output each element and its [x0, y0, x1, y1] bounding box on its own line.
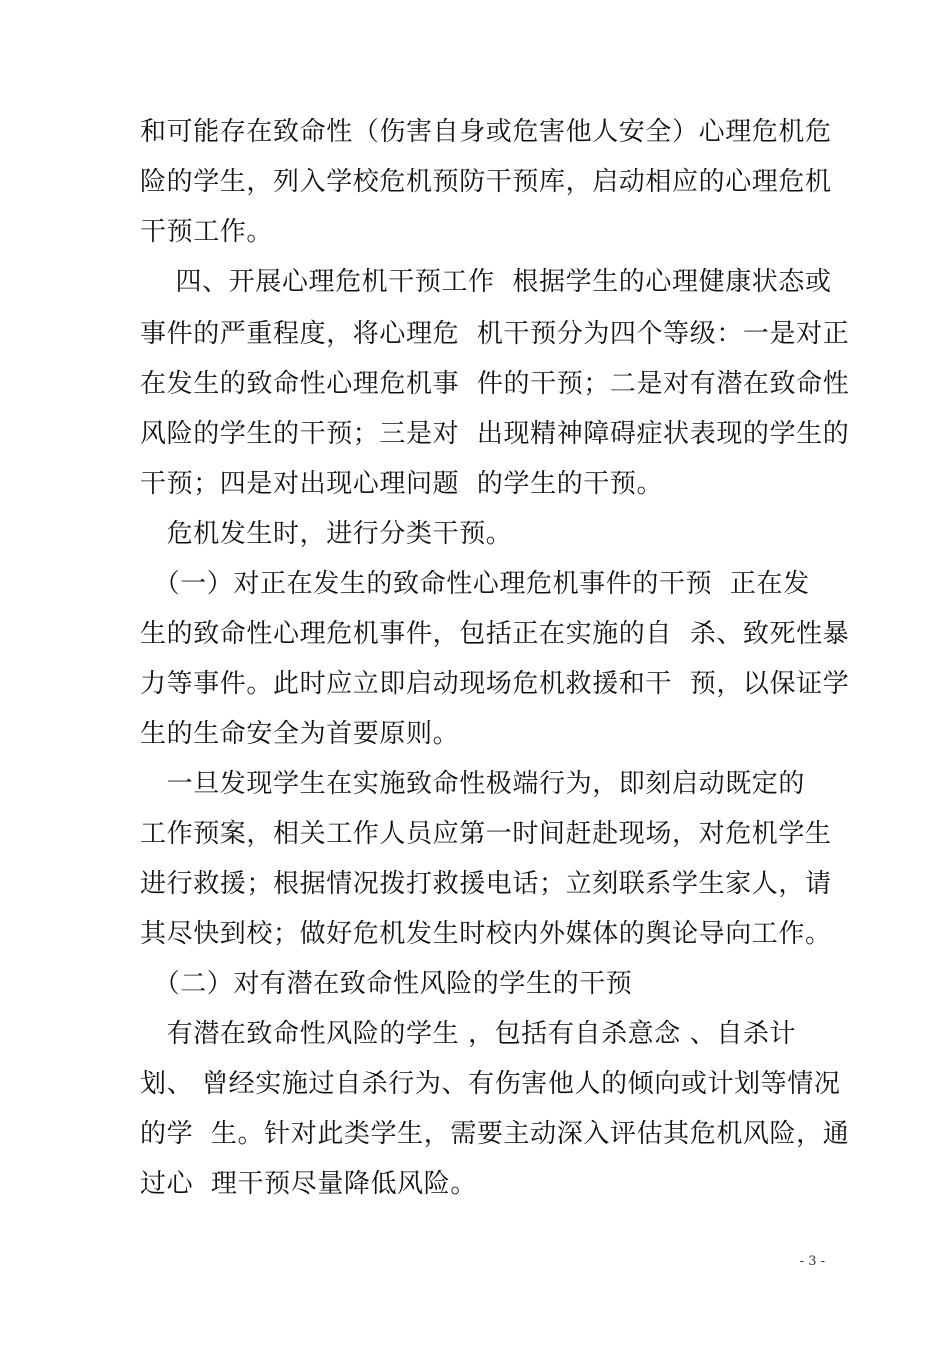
text-line: 干预；四是对出现心理问题 的学生的干预。 — [140, 469, 664, 499]
text-line: 生的致命性心理危机事件，包括正在实施的自 杀、致死性暴 — [140, 619, 850, 649]
page-number: - 3 - — [799, 1254, 825, 1269]
text-line: 一旦发现学生在实施致命性极端行为，即刻启动既定的 — [140, 769, 806, 799]
text-line: 干预工作。 — [140, 217, 274, 247]
subsection-heading-line: （一）对正在发生的致命性心理危机事件的干预 正在发 — [140, 569, 810, 599]
text-line: 工作预案，相关工作人员应第一时间赶赴现场，对危机学生 — [140, 819, 832, 849]
text-line: 有潜在致命性风险的学生 ，包括有自杀意念 、自杀计 — [140, 1019, 797, 1049]
text-line: 生的生命安全为首要原则。 — [140, 719, 460, 749]
text-line: 过心 理干预尽量降低风险。 — [140, 1169, 477, 1199]
text-line: 风险的学生的干预；三是对 出现精神障碍症状表现的学生的 — [140, 419, 850, 449]
text-line: 其尽快到校；做好危机发生时校内外媒体的舆论导向工作。 — [140, 919, 832, 949]
text-line: 的学 生。针对此类学生，需要主动深入评估其危机风险，通 — [140, 1119, 850, 1149]
text-line: 划、 曾经实施过自杀行为、有伤害他人的倾向或计划等情况 — [140, 1069, 841, 1099]
text-line: 进行救援；根据情况拨打救援电话；立刻联系学生家人，请 — [140, 869, 832, 899]
section-heading-line: 四、开展心理危机干预工作 根据学生的心理健康状态或 — [140, 267, 832, 297]
text-line: 在发生的致命性心理危机事 件的干预；二是对有潜在致命性 — [140, 369, 850, 399]
text-line: 力等事件。此时应立即启动现场危机救援和干 预，以保证学 — [140, 669, 850, 699]
text-line: 危机发生时，进行分类干预。 — [140, 519, 513, 549]
text-line: 和可能存在致命性（伤害自身或危害他人安全）心理危机危 — [140, 117, 832, 147]
text-line: 险的学生，列入学校危机预防干预库，启动相应的心理危机 — [140, 167, 832, 197]
text-line: 事件的严重程度，将心理危 机干预分为四个等级：一是对正 — [140, 319, 850, 349]
subsection-heading-line: （二）对有潜在致命性风险的学生的干预 — [140, 969, 633, 999]
